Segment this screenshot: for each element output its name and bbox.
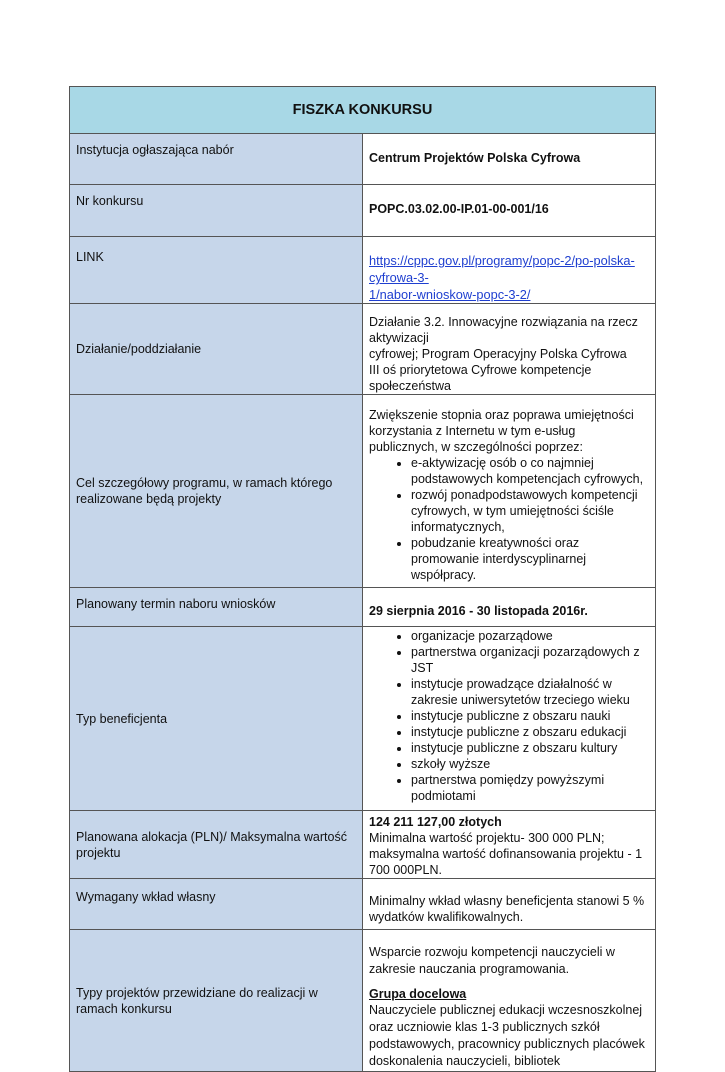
row-project-types [70,930,656,1072]
value-project-types [363,930,656,1072]
value-institution: Centrum Projektów Polska Cyfrowa [363,134,656,185]
measure-line1: Działanie 3.2. Innowacyjne rozwiązania na rzecz aktywizacji [369,315,638,345]
list-item: • organizacje pozarządowe [411,628,645,644]
value-link [363,237,656,304]
value-beneficiary [363,627,656,811]
sheet-title: FISZKA KONKURSU [70,87,656,134]
allocation-detail: Minimalna wartość projektu- 300 000 PLN; maksymalna wartość dofinansowania projektu - 1 700 000PLN. [369,831,643,877]
list-item: • pobudzanie kreatywności oraz promowanie interdyscyplinarnej współpracy. [411,535,645,583]
row-number [70,185,656,237]
measure-line2: cyfrowej; Program Operacyjny Polska Cyfrowa [369,347,627,361]
value-own-contribution: Minimalny wkład własny beneficjenta stanowi 5 % wydatków kwalifikowalnych. [363,879,656,930]
header-row [70,87,656,134]
label-institution: Instytucja ogłaszająca nabór [70,134,363,185]
row-goal [70,395,656,588]
goal-intro: Zwiększenie stopnia oraz poprawa umiejętności korzystania z Internetu w tym e-usług publicznych, w szczególności poprzez: [369,408,634,454]
label-beneficiary: Typ beneficjenta [70,627,363,811]
contest-link-line2[interactable]: 1/nabor-wnioskow-popc-3-2/ [369,287,531,302]
list-item: • instytucje prowadzące działalność w zakresie uniwersytetów trzeciego wieku [411,676,645,708]
value-number: POPC.03.02.00-IP.01-00-001/16 [363,185,656,237]
label-term: Planowany termin naboru wniosków [70,588,363,627]
allocation-amount: 124 211 127,00 złotych [369,815,502,829]
value-allocation [363,811,656,879]
row-term [70,588,656,627]
measure-line3: III oś priorytetowa Cyfrowe kompetencje społeczeństwa [369,363,592,393]
list-item: • partnerstwa pomiędzy powyższymi podmiotami [411,772,645,804]
label-goal: Cel szczegółowy programu, w ramach którego realizowane będą projekty [70,395,363,588]
goal-list [369,455,645,583]
row-allocation [70,811,656,879]
list-item: • instytucje publiczne z obszaru kultury [411,740,645,756]
list-item: • partnerstwa organizacji pozarządowych z JST [411,644,645,676]
value-goal [363,395,656,588]
contest-link-line1[interactable]: https://cppc.gov.pl/programy/popc-2/po-polska-cyfrowa-3- [369,253,635,285]
row-institution [70,134,656,185]
contest-sheet-table [69,86,656,1072]
value-measure [363,304,656,395]
list-item: • instytucje publiczne z obszaru edukacji [411,724,645,740]
label-project-types: Typy projektów przewidziane do realizacji w ramach konkursu [70,930,363,1072]
label-link: LINK [70,237,363,304]
row-beneficiary [70,627,656,811]
list-item: • rozwój ponadpodstawowych kompetencji cyfrowych, w tym umiejętności ściśle informatycznych, [411,487,645,535]
target-group-text: Nauczyciele publicznej edukacji wczesnoszkolnej oraz uczniowie klas 1-3 publicznych szkół podstawowych, pracownicy publicznych placówek doskonalenia nauczycieli, bibliotek [369,1003,645,1068]
target-group-heading: Grupa docelowa [369,987,467,1001]
value-term: 29 sierpnia 2016 - 30 listopada 2016r. [363,588,656,627]
beneficiary-list [369,628,645,804]
label-number: Nr konkursu [70,185,363,237]
row-own-contribution [70,879,656,930]
list-item: • instytucje publiczne z obszaru nauki [411,708,645,724]
list-item: • e-aktywizację osób o co najmniej podstawowych kompetencjach cyfrowych, [411,455,645,487]
row-link [70,237,656,304]
list-item: • szkoły wyższe [411,756,645,772]
row-measure [70,304,656,395]
label-allocation: Planowana alokacja (PLN)/ Maksymalna wartość projektu [70,811,363,879]
types-support: Wsparcie rozwoju kompetencji nauczycieli w zakresie nauczania programowania. [369,945,615,976]
label-measure: Działanie/poddziałanie [70,304,363,395]
label-own-contribution: Wymagany wkład własny [70,879,363,930]
